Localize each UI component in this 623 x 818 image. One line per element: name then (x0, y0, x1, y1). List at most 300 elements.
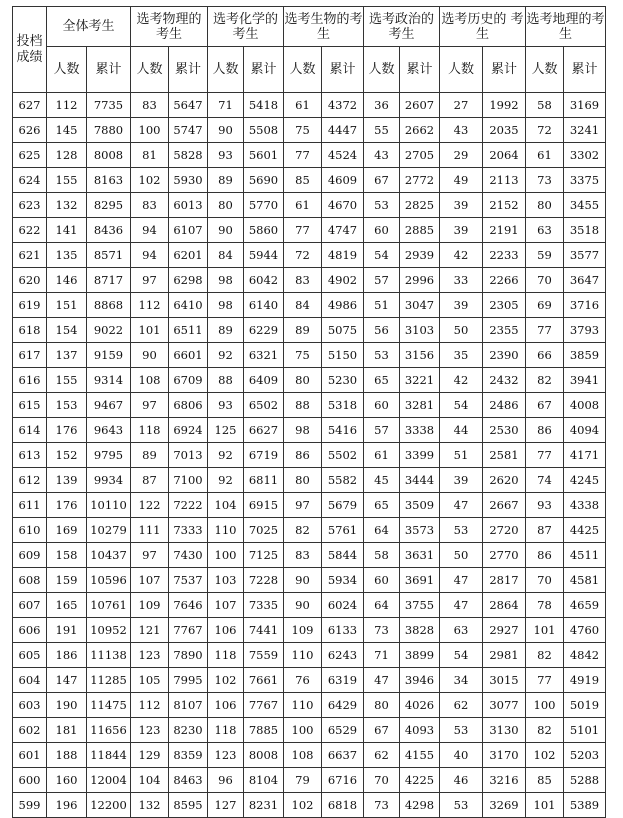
count-cell: 89 (208, 318, 244, 343)
count-cell: 53 (364, 193, 400, 218)
count-cell: 70 (526, 568, 564, 593)
cumulative-cell: 7222 (169, 493, 208, 518)
score-cell: 620 (13, 268, 47, 293)
cumulative-cell: 11475 (87, 693, 131, 718)
cumulative-cell: 5318 (322, 393, 364, 418)
cumulative-cell: 3077 (483, 693, 526, 718)
cumulative-cell: 4919 (564, 668, 606, 693)
count-cell: 188 (47, 743, 87, 768)
group-header-geography: 选考地理的考生 (526, 7, 606, 47)
count-cell: 123 (208, 743, 244, 768)
count-cell: 83 (284, 543, 322, 568)
cumulative-cell: 7735 (87, 93, 131, 118)
count-cell: 82 (526, 368, 564, 393)
count-cell: 39 (440, 468, 483, 493)
count-cell: 101 (526, 793, 564, 818)
score-cell: 627 (13, 93, 47, 118)
cumulative-cell: 2770 (483, 543, 526, 568)
cumulative-cell: 2927 (483, 618, 526, 643)
cumulative-cell: 12200 (87, 793, 131, 818)
cumulative-cell: 3399 (400, 443, 440, 468)
cumulative-cell: 8231 (244, 793, 284, 818)
cumulative-cell: 3281 (400, 393, 440, 418)
count-cell: 69 (526, 293, 564, 318)
count-cell: 132 (131, 793, 169, 818)
score-cell: 609 (13, 543, 47, 568)
cumulative-cell: 4425 (564, 518, 606, 543)
count-cell: 78 (526, 593, 564, 618)
cumulative-cell: 3691 (400, 568, 440, 593)
cumulative-cell: 4747 (322, 218, 364, 243)
count-cell: 118 (208, 643, 244, 668)
table-row (13, 93, 606, 118)
table-row (13, 693, 606, 718)
score-cell: 599 (13, 793, 47, 818)
count-cell: 57 (364, 418, 400, 443)
cumulative-cell: 6818 (322, 793, 364, 818)
cumulative-cell: 5502 (322, 443, 364, 468)
cumulative-cell: 4372 (322, 93, 364, 118)
cumulative-cell: 3221 (400, 368, 440, 393)
cumulative-cell: 2530 (483, 418, 526, 443)
cumulative-cell: 7025 (244, 518, 284, 543)
count-cell: 105 (131, 668, 169, 693)
count-cell: 88 (208, 368, 244, 393)
score-cell: 611 (13, 493, 47, 518)
count-cell: 97 (131, 268, 169, 293)
count-cell: 118 (131, 418, 169, 443)
cumulative-cell: 6107 (169, 218, 208, 243)
cumulative-cell: 7767 (244, 693, 284, 718)
count-cell: 67 (364, 168, 400, 193)
cumulative-cell: 5288 (564, 768, 606, 793)
cumulative-cell: 2667 (483, 493, 526, 518)
count-cell: 146 (47, 268, 87, 293)
count-cell: 110 (284, 693, 322, 718)
table-row (13, 318, 606, 343)
score-cell: 610 (13, 518, 47, 543)
cumulative-cell: 10279 (87, 518, 131, 543)
cumulative-cell: 3577 (564, 243, 606, 268)
count-cell: 56 (364, 318, 400, 343)
table-row (13, 368, 606, 393)
count-cell: 34 (440, 668, 483, 693)
count-cell: 36 (364, 93, 400, 118)
count-cell: 93 (208, 393, 244, 418)
cumulative-cell: 5761 (322, 518, 364, 543)
count-cell: 84 (208, 243, 244, 268)
sub-header-cumulative: 累计 (244, 47, 284, 93)
count-cell: 90 (208, 218, 244, 243)
count-cell: 47 (440, 568, 483, 593)
cumulative-cell: 6511 (169, 318, 208, 343)
count-cell: 186 (47, 643, 87, 668)
cumulative-cell: 6429 (322, 693, 364, 718)
count-cell: 77 (526, 443, 564, 468)
score-cell: 619 (13, 293, 47, 318)
count-cell: 59 (526, 243, 564, 268)
cumulative-cell: 3130 (483, 718, 526, 743)
sub-header-cumulative: 累计 (322, 47, 364, 93)
cumulative-cell: 11285 (87, 668, 131, 693)
cumulative-cell: 4008 (564, 393, 606, 418)
cumulative-cell: 2581 (483, 443, 526, 468)
cumulative-cell: 1992 (483, 93, 526, 118)
count-cell: 97 (284, 493, 322, 518)
cumulative-cell: 6915 (244, 493, 284, 518)
cumulative-cell: 6709 (169, 368, 208, 393)
count-cell: 106 (208, 618, 244, 643)
cumulative-cell: 6321 (244, 343, 284, 368)
cumulative-cell: 5679 (322, 493, 364, 518)
cumulative-cell: 10437 (87, 543, 131, 568)
cumulative-cell: 5647 (169, 93, 208, 118)
table-row (13, 268, 606, 293)
count-cell: 43 (440, 118, 483, 143)
cumulative-cell: 7767 (169, 618, 208, 643)
count-cell: 40 (440, 743, 483, 768)
count-cell: 75 (284, 118, 322, 143)
table-row (13, 393, 606, 418)
count-cell: 108 (284, 743, 322, 768)
cumulative-cell: 2996 (400, 268, 440, 293)
table-row (13, 568, 606, 593)
score-cell: 622 (13, 218, 47, 243)
cumulative-cell: 5828 (169, 143, 208, 168)
cumulative-cell: 4155 (400, 743, 440, 768)
cumulative-cell: 9022 (87, 318, 131, 343)
count-cell: 42 (440, 368, 483, 393)
count-cell: 147 (47, 668, 87, 693)
count-cell: 54 (440, 393, 483, 418)
count-cell: 61 (526, 143, 564, 168)
cumulative-cell: 2662 (400, 118, 440, 143)
count-cell: 88 (284, 393, 322, 418)
count-cell: 122 (131, 493, 169, 518)
count-cell: 60 (364, 218, 400, 243)
cumulative-cell: 5582 (322, 468, 364, 493)
table-row (13, 793, 606, 818)
score-cell: 607 (13, 593, 47, 618)
table-row (13, 718, 606, 743)
count-cell: 145 (47, 118, 87, 143)
table-row (13, 143, 606, 168)
count-cell: 27 (440, 93, 483, 118)
cumulative-cell: 6627 (244, 418, 284, 443)
cumulative-cell: 6637 (322, 743, 364, 768)
count-cell: 77 (284, 218, 322, 243)
sub-header-row (13, 47, 606, 93)
cumulative-cell: 2233 (483, 243, 526, 268)
group-header-all: 全体考生 (47, 7, 131, 47)
cumulative-cell: 12004 (87, 768, 131, 793)
cumulative-cell: 3941 (564, 368, 606, 393)
cumulative-cell: 6409 (244, 368, 284, 393)
sub-header-cumulative: 累计 (169, 47, 208, 93)
count-cell: 123 (131, 718, 169, 743)
cumulative-cell: 6229 (244, 318, 284, 343)
count-cell: 67 (526, 393, 564, 418)
table-row (13, 418, 606, 443)
count-cell: 100 (208, 543, 244, 568)
count-cell: 61 (284, 193, 322, 218)
count-cell: 137 (47, 343, 87, 368)
score-cell: 618 (13, 318, 47, 343)
count-cell: 54 (364, 243, 400, 268)
score-cell: 612 (13, 468, 47, 493)
count-cell: 86 (526, 418, 564, 443)
count-cell: 98 (208, 268, 244, 293)
count-cell: 29 (440, 143, 483, 168)
count-cell: 71 (364, 643, 400, 668)
cumulative-cell: 6924 (169, 418, 208, 443)
cumulative-cell: 6201 (169, 243, 208, 268)
cumulative-cell: 11844 (87, 743, 131, 768)
cumulative-cell: 3793 (564, 318, 606, 343)
cumulative-cell: 2607 (400, 93, 440, 118)
count-cell: 128 (47, 143, 87, 168)
score-cell: 624 (13, 168, 47, 193)
score-cell: 615 (13, 393, 47, 418)
cumulative-cell: 3241 (564, 118, 606, 143)
count-cell: 65 (364, 493, 400, 518)
cumulative-cell: 4511 (564, 543, 606, 568)
cumulative-cell: 6719 (244, 443, 284, 468)
cumulative-cell: 7890 (169, 643, 208, 668)
group-header-history: 选考历史的 考生 (440, 7, 526, 47)
cumulative-cell: 3518 (564, 218, 606, 243)
score-distribution-table (12, 6, 606, 818)
cumulative-cell: 6013 (169, 193, 208, 218)
count-cell: 33 (440, 268, 483, 293)
count-cell: 98 (284, 418, 322, 443)
cumulative-cell: 10761 (87, 593, 131, 618)
cumulative-cell: 7441 (244, 618, 284, 643)
cumulative-cell: 9467 (87, 393, 131, 418)
count-cell: 107 (131, 568, 169, 593)
cumulative-cell: 10952 (87, 618, 131, 643)
count-cell: 80 (364, 693, 400, 718)
count-cell: 83 (131, 193, 169, 218)
cumulative-cell: 6133 (322, 618, 364, 643)
cumulative-cell: 7100 (169, 468, 208, 493)
cumulative-cell: 8359 (169, 743, 208, 768)
cumulative-cell: 4245 (564, 468, 606, 493)
sub-header-count: 人数 (284, 47, 322, 93)
cumulative-cell: 4447 (322, 118, 364, 143)
cumulative-cell: 2152 (483, 193, 526, 218)
count-cell: 94 (131, 243, 169, 268)
cumulative-cell: 7013 (169, 443, 208, 468)
cumulative-cell: 9159 (87, 343, 131, 368)
count-cell: 47 (440, 493, 483, 518)
count-cell: 92 (208, 343, 244, 368)
table-row (13, 593, 606, 618)
cumulative-cell: 7661 (244, 668, 284, 693)
count-cell: 60 (364, 393, 400, 418)
count-cell: 159 (47, 568, 87, 593)
cumulative-cell: 2035 (483, 118, 526, 143)
count-cell: 70 (364, 768, 400, 793)
count-cell: 101 (131, 318, 169, 343)
sub-header-cumulative: 累计 (483, 47, 526, 93)
count-cell: 43 (364, 143, 400, 168)
cumulative-cell: 3444 (400, 468, 440, 493)
cumulative-cell: 6243 (322, 643, 364, 668)
cumulative-cell: 3047 (400, 293, 440, 318)
count-cell: 109 (131, 593, 169, 618)
cumulative-cell: 6529 (322, 718, 364, 743)
cumulative-cell: 8571 (87, 243, 131, 268)
table-row (13, 668, 606, 693)
cumulative-cell: 3573 (400, 518, 440, 543)
group-header-row (13, 7, 606, 47)
cumulative-cell: 8295 (87, 193, 131, 218)
count-cell: 44 (440, 418, 483, 443)
count-cell: 104 (131, 768, 169, 793)
cumulative-cell: 5019 (564, 693, 606, 718)
table-row (13, 643, 606, 668)
cumulative-cell: 8104 (244, 768, 284, 793)
count-cell: 135 (47, 243, 87, 268)
cumulative-cell: 4659 (564, 593, 606, 618)
cumulative-cell: 3338 (400, 418, 440, 443)
count-cell: 74 (526, 468, 564, 493)
count-cell: 103 (208, 568, 244, 593)
count-cell: 97 (131, 543, 169, 568)
cumulative-cell: 4609 (322, 168, 364, 193)
cumulative-cell: 2390 (483, 343, 526, 368)
cumulative-cell: 4338 (564, 493, 606, 518)
count-cell: 53 (440, 793, 483, 818)
count-cell: 82 (526, 718, 564, 743)
score-cell: 606 (13, 618, 47, 643)
count-cell: 47 (364, 668, 400, 693)
cumulative-cell: 9934 (87, 468, 131, 493)
cumulative-cell: 7430 (169, 543, 208, 568)
cumulative-cell: 2620 (483, 468, 526, 493)
count-cell: 53 (440, 718, 483, 743)
count-cell: 102 (131, 168, 169, 193)
count-cell: 61 (364, 443, 400, 468)
table-row (13, 193, 606, 218)
score-cell: 614 (13, 418, 47, 443)
count-cell: 80 (526, 193, 564, 218)
count-cell: 100 (284, 718, 322, 743)
count-cell: 51 (364, 293, 400, 318)
cumulative-cell: 3509 (400, 493, 440, 518)
score-cell: 603 (13, 693, 47, 718)
count-cell: 64 (364, 593, 400, 618)
count-cell: 190 (47, 693, 87, 718)
table-row (13, 518, 606, 543)
cumulative-cell: 5418 (244, 93, 284, 118)
cumulative-cell: 9314 (87, 368, 131, 393)
count-cell: 55 (364, 118, 400, 143)
table-row (13, 543, 606, 568)
score-table-container (12, 6, 606, 818)
count-cell: 80 (208, 193, 244, 218)
cumulative-cell: 5230 (322, 368, 364, 393)
count-cell: 87 (131, 468, 169, 493)
cumulative-cell: 3647 (564, 268, 606, 293)
count-cell: 132 (47, 193, 87, 218)
sub-header-count: 人数 (208, 47, 244, 93)
count-cell: 51 (440, 443, 483, 468)
table-row (13, 243, 606, 268)
count-cell: 86 (284, 443, 322, 468)
cumulative-cell: 10110 (87, 493, 131, 518)
cumulative-cell: 2432 (483, 368, 526, 393)
count-cell: 50 (440, 543, 483, 568)
table-row (13, 218, 606, 243)
cumulative-cell: 8107 (169, 693, 208, 718)
cumulative-cell: 2113 (483, 168, 526, 193)
cumulative-cell: 7646 (169, 593, 208, 618)
count-cell: 50 (440, 318, 483, 343)
score-cell: 617 (13, 343, 47, 368)
cumulative-cell: 3216 (483, 768, 526, 793)
cumulative-cell: 6042 (244, 268, 284, 293)
cumulative-cell: 7885 (244, 718, 284, 743)
count-cell: 82 (526, 643, 564, 668)
cumulative-cell: 5860 (244, 218, 284, 243)
cumulative-cell: 2772 (400, 168, 440, 193)
count-cell: 82 (284, 518, 322, 543)
cumulative-cell: 8436 (87, 218, 131, 243)
score-cell: 626 (13, 118, 47, 143)
count-cell: 77 (284, 143, 322, 168)
count-cell: 90 (284, 593, 322, 618)
cumulative-cell: 5747 (169, 118, 208, 143)
cumulative-cell: 11656 (87, 718, 131, 743)
count-cell: 58 (364, 543, 400, 568)
score-cell: 600 (13, 768, 47, 793)
score-cell: 613 (13, 443, 47, 468)
count-cell: 141 (47, 218, 87, 243)
cumulative-cell: 6298 (169, 268, 208, 293)
cumulative-cell: 3103 (400, 318, 440, 343)
cumulative-cell: 5203 (564, 743, 606, 768)
score-cell: 625 (13, 143, 47, 168)
count-cell: 73 (364, 618, 400, 643)
cumulative-cell: 3455 (564, 193, 606, 218)
score-column-header: 投档成绩 (13, 7, 47, 93)
cumulative-cell: 3375 (564, 168, 606, 193)
cumulative-cell: 6410 (169, 293, 208, 318)
count-cell: 53 (440, 518, 483, 543)
sub-header-count: 人数 (47, 47, 87, 93)
cumulative-cell: 5930 (169, 168, 208, 193)
cumulative-cell: 4902 (322, 268, 364, 293)
count-cell: 176 (47, 418, 87, 443)
count-cell: 97 (131, 393, 169, 418)
cumulative-cell: 8163 (87, 168, 131, 193)
count-cell: 151 (47, 293, 87, 318)
cumulative-cell: 7333 (169, 518, 208, 543)
sub-header-count: 人数 (364, 47, 400, 93)
cumulative-cell: 4986 (322, 293, 364, 318)
count-cell: 61 (284, 93, 322, 118)
cumulative-cell: 3156 (400, 343, 440, 368)
count-cell: 49 (440, 168, 483, 193)
cumulative-cell: 8595 (169, 793, 208, 818)
count-cell: 176 (47, 493, 87, 518)
cumulative-cell: 5508 (244, 118, 284, 143)
count-cell: 107 (208, 593, 244, 618)
cumulative-cell: 9643 (87, 418, 131, 443)
count-cell: 112 (131, 693, 169, 718)
